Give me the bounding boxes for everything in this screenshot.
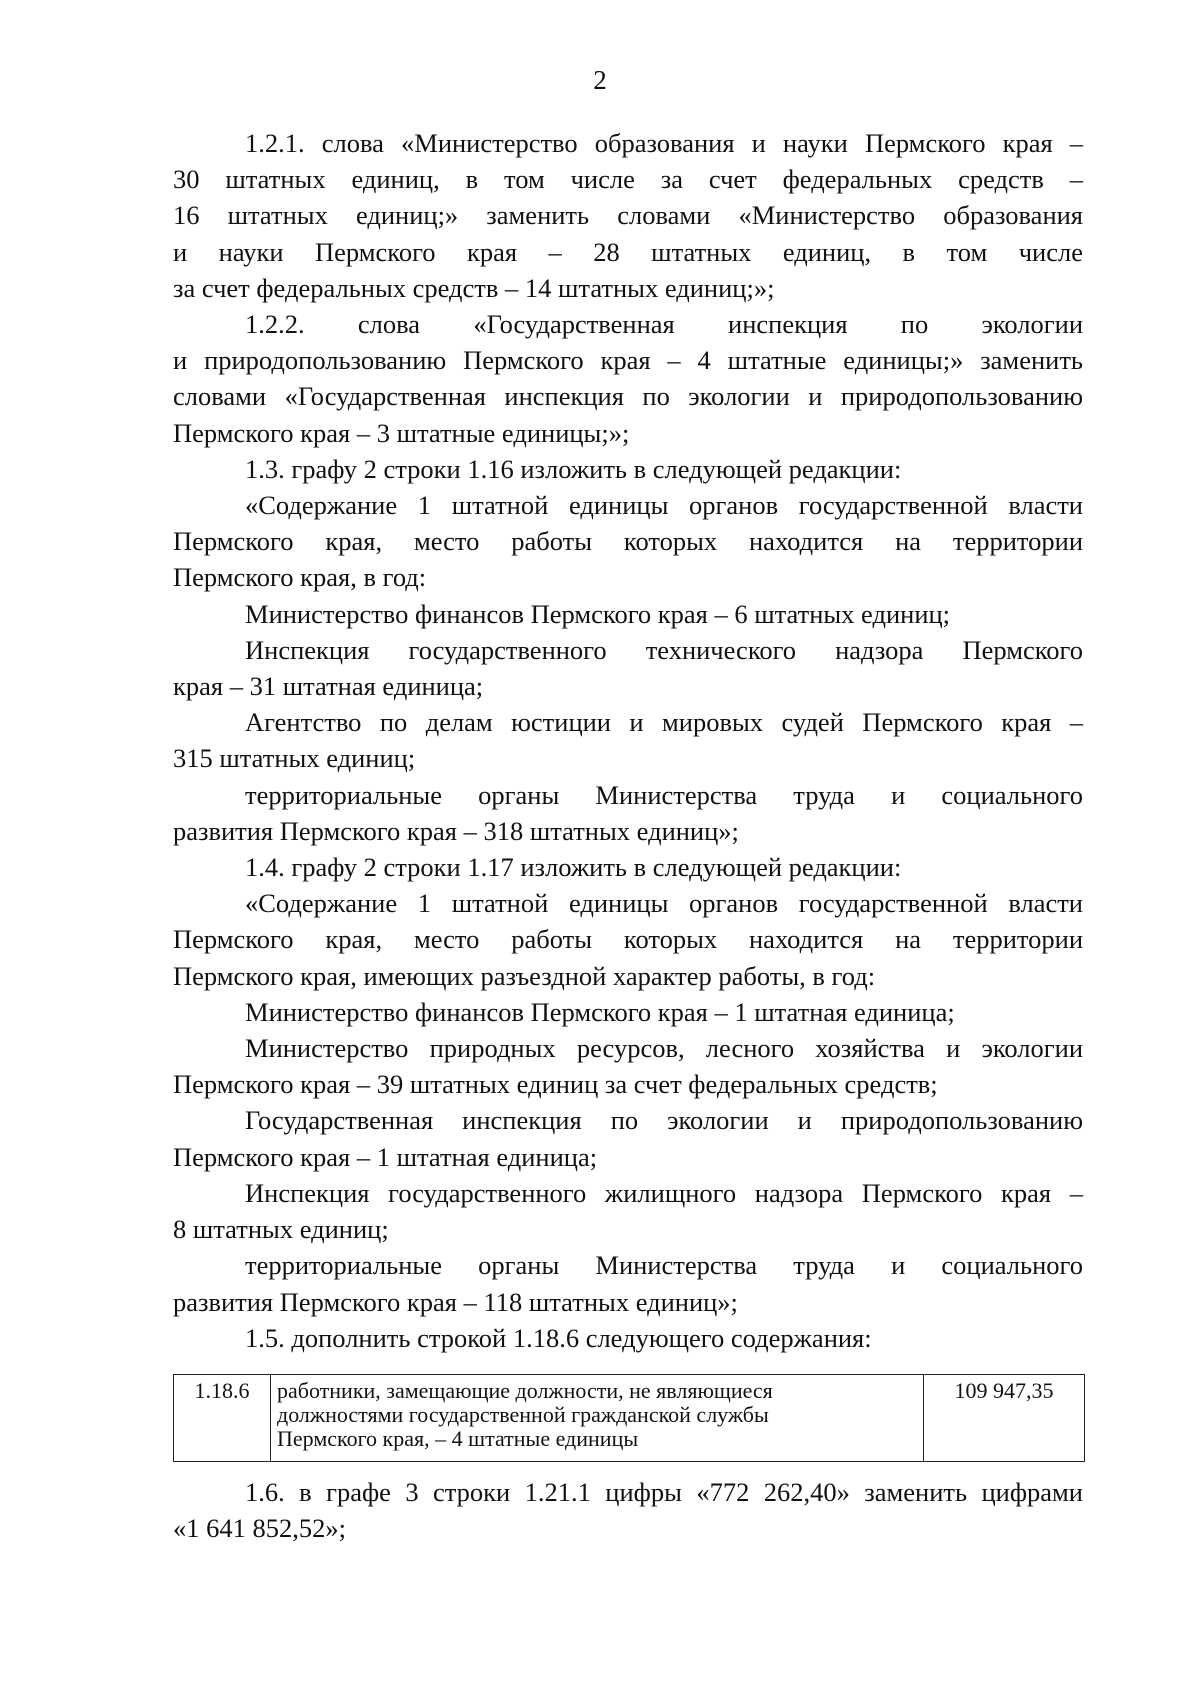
paragraph-line: Пермского края – 39 штатных единиц за счет федеральных средств; [173, 1069, 938, 1100]
paragraph-line: «Содержание 1 штатной единицы органов государственной власти [245, 888, 1083, 919]
paragraph-line: Государственная инспекция по экологии и природопользованию [245, 1105, 1083, 1136]
paragraph [173, 849, 1083, 885]
paragraph-line: Министерство природных ресурсов, лесного хозяйства и экологии [245, 1033, 1083, 1064]
paragraph-line: 315 штатных единиц; [173, 743, 416, 774]
paragraph-line: 8 штатных единиц; [173, 1214, 389, 1245]
table-row [174, 1374, 1085, 1461]
paragraph [173, 994, 1083, 1030]
paragraph-line: «1 641 852,52»; [173, 1513, 346, 1544]
paragraph-line: 1.6. в графе 3 строки 1.21.1 цифры «772 262,40» заменить цифрами [245, 1476, 1083, 1507]
paragraph-line: Инспекция государственного технического надзора Пермского [245, 634, 1083, 665]
paragraph-line: и природопользованию Пермского края – 4 штатные единицы;» заменить [173, 345, 1083, 376]
paragraph-line: развития Пермского края – 318 штатных единиц»; [173, 815, 739, 846]
paragraph-line: Пермского края, место работы которых находится на территории [173, 526, 1083, 557]
paragraph-line: 1.4. графу 2 строки 1.17 изложить в следующей редакции: [245, 852, 902, 883]
paragraph [173, 1474, 1083, 1546]
paragraph-line: 1.3. графу 2 строки 1.16 изложить в следующей редакции: [245, 453, 902, 484]
paragraph-line: 1.5. дополнить строкой 1.18.6 следующего содержания: [245, 1322, 872, 1353]
paragraph-line: Агентство по делам юстиции и мировых судей Пермского края – [245, 707, 1083, 738]
paragraph-line: Министерство финансов Пермского края – 1 штатная единица; [245, 996, 955, 1027]
paragraph-line: 16 штатных единиц;» заменить словами «Министерство образования [173, 200, 1083, 231]
insert-table-wrapper [173, 1374, 1083, 1462]
paragraph-line: Пермского края, место работы которых находится на территории [173, 924, 1083, 955]
paragraph-line: Пермского края – 3 штатные единицы;»; [173, 417, 630, 448]
paragraph [173, 306, 1083, 451]
closing-paragraph [173, 1474, 1083, 1546]
paragraph-line: Пермского края – 1 штатная единица; [173, 1141, 598, 1172]
row-number-cell: 1.18.6 [174, 1374, 271, 1461]
paragraph-line: 1.2.2. слова «Государственная инспекция по экологии [245, 309, 1083, 340]
row-amount-cell: 109 947,35 [924, 1374, 1085, 1461]
paragraph-line: развития Пермского края – 118 штатных единиц»; [173, 1286, 738, 1317]
paragraph [173, 596, 1083, 632]
paragraph-line: за счет федеральных средств – 14 штатных единиц;»; [173, 272, 775, 303]
paragraph [173, 1175, 1083, 1247]
insert-table [173, 1374, 1085, 1462]
paragraph-line: Министерство финансов Пермского края – 6 штатных единиц; [245, 598, 951, 629]
paragraph [173, 704, 1083, 776]
paragraph-line: Пермского края, имеющих разъездной характер работы, в год: [173, 960, 876, 991]
paragraph-line: «Содержание 1 штатной единицы органов государственной власти [245, 490, 1083, 521]
paragraph-line: Пермского края, в год: [173, 562, 427, 593]
page-number: 2 [593, 65, 607, 95]
paragraph [173, 1102, 1083, 1174]
paragraph-line: Инспекция государственного жилищного надзора Пермского края – [245, 1177, 1083, 1208]
paragraph [173, 632, 1083, 704]
paragraph [173, 125, 1083, 306]
paragraph [173, 451, 1083, 487]
paragraph [173, 1247, 1083, 1319]
row-description-cell [271, 1374, 924, 1461]
paragraph [173, 777, 1083, 849]
document-body [173, 125, 1083, 1546]
paragraph [173, 1030, 1083, 1102]
paragraph [173, 487, 1083, 596]
cell-text-line: должностями государственной гражданской службы [277, 1401, 769, 1427]
paragraph-line: территориальные органы Министерства труда и социального [245, 779, 1083, 810]
paragraph-line: 1.2.1. слова «Министерство образования и науки Пермского края – [245, 128, 1083, 158]
paragraph [173, 1320, 1083, 1356]
paragraph-line: и науки Пермского края – 28 штатных единиц, в том числе [173, 236, 1083, 267]
paragraph-line: словами «Государственная инспекция по экологии и природопользованию [173, 381, 1083, 412]
paragraph-line: 30 штатных единиц, в том числе за счет федеральных средств – [173, 164, 1083, 195]
cell-text-line: работники, замещающие должности, не являющиеся [277, 1377, 773, 1403]
paragraph-list [173, 125, 1083, 1356]
paragraph-line: края – 31 штатная единица; [173, 671, 484, 702]
paragraph-line: территориальные органы Министерства труда и социального [245, 1250, 1083, 1281]
cell-text-line: Пермского края, – 4 штатные единицы [277, 1425, 639, 1451]
paragraph [173, 885, 1083, 994]
